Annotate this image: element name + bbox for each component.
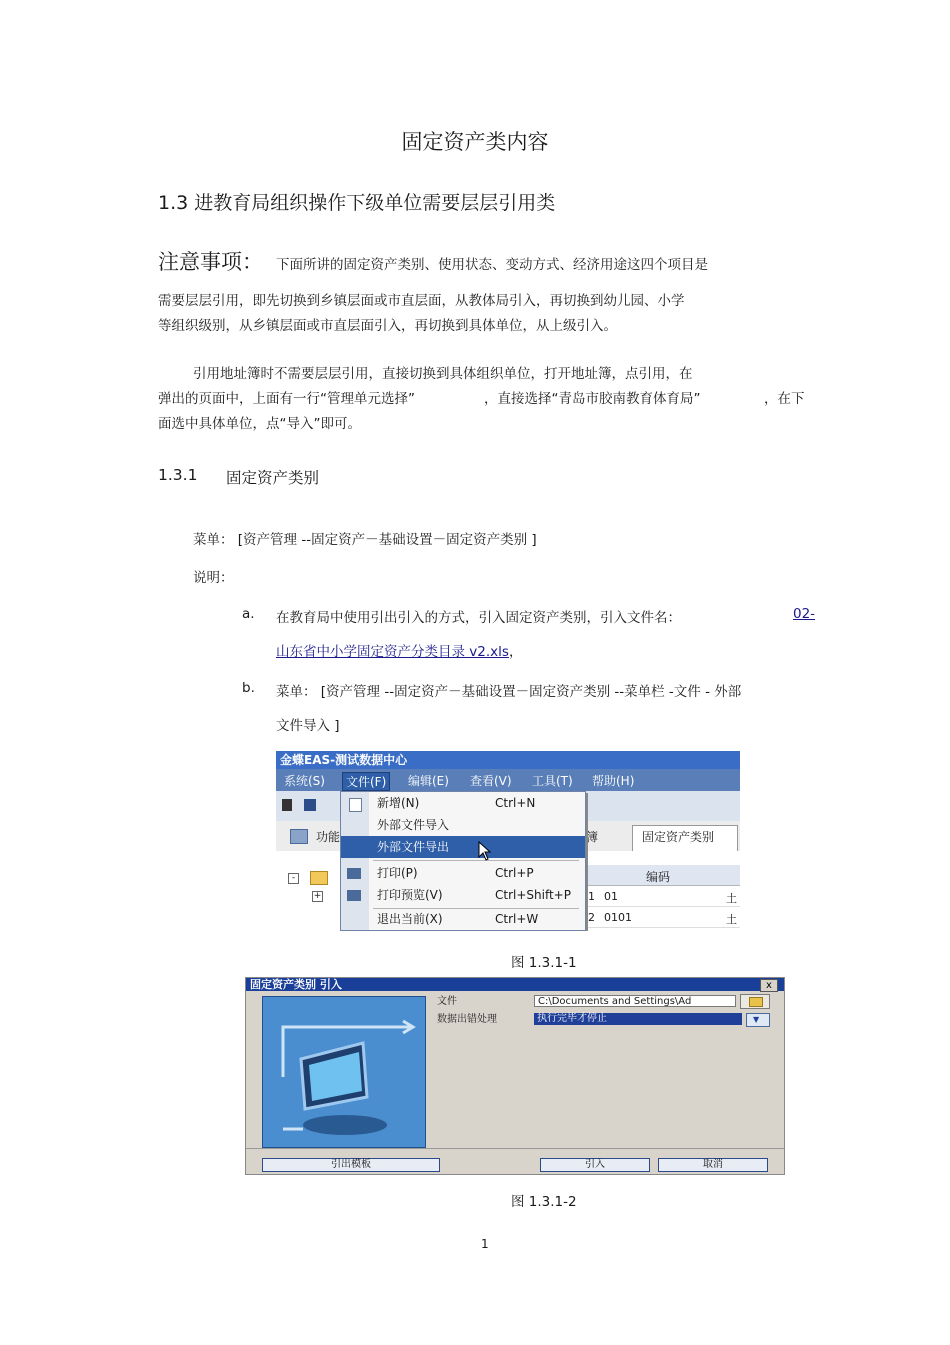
- screenshot-file-menu: [276, 751, 740, 931]
- item-a-line-1: 在教育局中使用引出引入的方式，引入固定资产类别，引入文件名：: [276, 610, 681, 626]
- list-marker-b: b.: [242, 680, 255, 696]
- row-name: 土: [726, 913, 737, 926]
- paragraph-line-2a: 弹出的页面中，上面有一行“管理单元选择”: [158, 391, 415, 407]
- menu-file[interactable]: 文件(F): [342, 772, 390, 791]
- window-title: 金蝶EAS-测试数据中心: [276, 751, 740, 769]
- menu-item-print-preview[interactable]: [341, 884, 585, 906]
- subsection-number: 1.3.1: [158, 466, 198, 484]
- menu-item-new[interactable]: [341, 792, 585, 814]
- dropdown-button[interactable]: [746, 1013, 770, 1027]
- menu-item-label: 打印(P): [377, 866, 418, 880]
- menu-item-shortcut: Ctrl+N: [495, 796, 536, 810]
- item-a-tail: ，: [508, 644, 523, 660]
- row-code: 01: [604, 890, 618, 903]
- tab-asset-category-label: 固定资产类别: [642, 830, 715, 844]
- menu-system[interactable]: 系统(S): [284, 774, 325, 788]
- subsection-title: 固定资产类别: [226, 469, 320, 487]
- new-doc-icon[interactable]: [282, 799, 292, 811]
- table-row[interactable]: [586, 907, 740, 928]
- expand-icon[interactable]: +: [313, 891, 322, 901]
- mouse-cursor-icon: [478, 841, 492, 861]
- menu-edit[interactable]: 编辑(E): [408, 774, 449, 788]
- notice-line-2: 需要层层引用，即先切换到乡镇层面或市直层面，从教体局引入，再切换到幼儿园、小学: [158, 293, 685, 309]
- function-icon: [290, 829, 308, 844]
- grid-header-code: 编码: [646, 870, 671, 884]
- illustration-panel: [262, 996, 426, 1148]
- menu-path: 菜单： [资产管理 --固定资产－基础设置－固定资产类别 ]: [193, 532, 537, 548]
- file-link-part-1[interactable]: 02-: [793, 606, 816, 622]
- item-b-line-2: 文件导入 ]: [276, 718, 340, 734]
- file-path-input[interactable]: C:\Documents and Settings\Ad: [534, 995, 736, 1007]
- dialog-title: 固定资产类别 引入: [246, 978, 785, 991]
- document-title: 固定资产类内容: [401, 130, 549, 154]
- paragraph-line-2b: ，直接选择“青岛市胶南教育体育局”: [484, 391, 701, 407]
- data-grid: [586, 851, 740, 931]
- paragraph-line-1: 引用地址簿时不需要层层引用，直接切换到具体组织单位，打开地址簿，点引用，在: [193, 366, 693, 382]
- menu-item-label: 外部文件导入: [377, 818, 450, 832]
- open-folder-icon: [749, 997, 763, 1007]
- error-handling-select[interactable]: 执行完毕才停止: [534, 1013, 742, 1025]
- screenshot-import-dialog: [245, 977, 785, 1175]
- row-name: 土: [726, 892, 737, 905]
- save-icon[interactable]: [304, 799, 316, 811]
- chevron-down-icon: ▼: [753, 1015, 760, 1024]
- description-label: 说明：: [193, 570, 234, 586]
- export-template-button[interactable]: 引出模板: [262, 1158, 440, 1172]
- file-link-part-2[interactable]: 山东省中小学固定资产分类目录 v2.xls: [276, 644, 509, 660]
- file-label: 文件: [437, 996, 457, 1007]
- menu-item-import[interactable]: [341, 814, 585, 836]
- divider: [246, 1148, 785, 1149]
- cancel-button[interactable]: 取消: [658, 1158, 768, 1172]
- notice-line-1: 下面所讲的固定资产类别、使用状态、变动方式、经济用途这四个项目是: [276, 257, 708, 273]
- figure-caption-1: 图 1.3.1-1: [511, 955, 577, 971]
- paragraph-line-2c: ，在下: [764, 391, 805, 407]
- menu-item-export[interactable]: [341, 836, 585, 858]
- row-number: 2: [588, 911, 595, 924]
- import-button[interactable]: 引入: [540, 1158, 650, 1172]
- collapse-icon[interactable]: -: [288, 873, 299, 884]
- figure-caption-2: 图 1.3.1-2: [511, 1194, 577, 1210]
- browse-button[interactable]: [740, 994, 770, 1009]
- list-marker-a: a.: [242, 606, 255, 622]
- tab-function[interactable]: 功能: [316, 830, 341, 844]
- error-handling-label: 数据出错处理: [437, 1014, 497, 1025]
- menu-tools[interactable]: 工具(T): [532, 774, 573, 788]
- row-number: 1: [588, 890, 595, 903]
- menu-item-label: 退出当前(X): [377, 912, 443, 926]
- menu-separator: [373, 860, 579, 861]
- notice-line-3: 等组织级别，从乡镇层面或市直层面引入，再切换到具体单位，从上级引入。: [158, 318, 617, 334]
- table-row[interactable]: [586, 886, 740, 907]
- page-number: 1: [481, 1237, 489, 1251]
- section-heading: 1.3 进教育局组织操作下级单位需要层层引用类: [158, 192, 556, 214]
- menu-help[interactable]: 帮助(H): [592, 774, 635, 788]
- notice-label: 注意事项：: [158, 250, 263, 274]
- menu-item-exit[interactable]: [341, 908, 585, 930]
- tab-address-book[interactable]: 簿: [586, 830, 599, 844]
- menu-item-print[interactable]: [341, 862, 585, 884]
- file-dropdown-menu: [340, 791, 586, 931]
- paragraph-line-3: 面选中具体单位，点“导入”即可。: [158, 416, 361, 432]
- item-a-line-2: [276, 640, 522, 660]
- item-b-line-1: 菜单： [资产管理 --固定资产－基础设置－固定资产类别 --菜单栏 -文件 - 外部: [276, 684, 742, 700]
- menu-item-shortcut: Ctrl+W: [495, 912, 539, 926]
- menu-item-shortcut: Ctrl+P: [495, 866, 534, 880]
- menu-view[interactable]: 查看(V): [470, 774, 512, 788]
- row-code: 0101: [604, 911, 632, 924]
- close-button[interactable]: x: [760, 979, 778, 992]
- menu-bar: [276, 769, 740, 791]
- menu-item-label: 外部文件导出: [377, 840, 450, 854]
- menu-item-shortcut: Ctrl+Shift+P: [495, 888, 571, 902]
- menu-item-label: 打印预览(V): [377, 888, 443, 902]
- folder-icon: [310, 871, 328, 885]
- computer-illustration-icon: [263, 997, 425, 1147]
- menu-item-label: 新增(N): [377, 796, 420, 810]
